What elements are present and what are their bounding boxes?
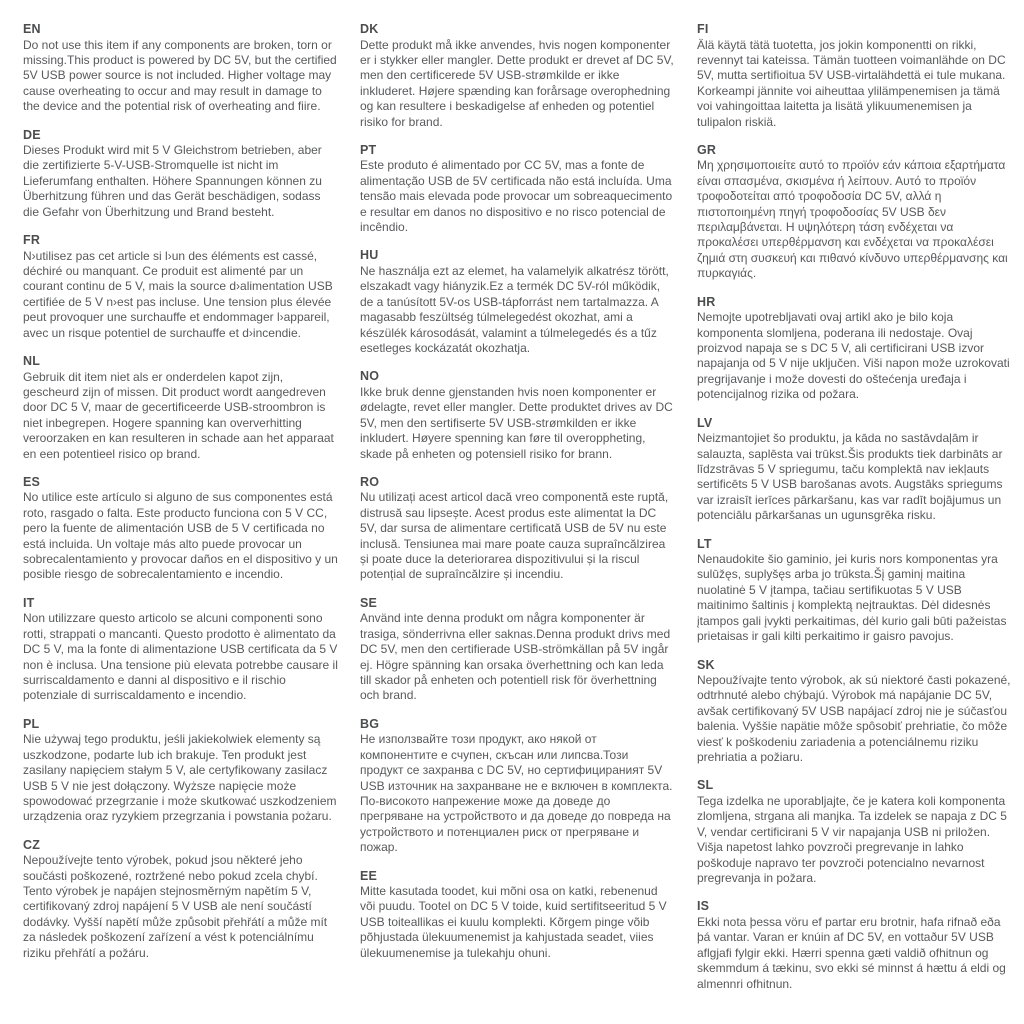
section-hr <box>697 295 1012 403</box>
language-code-bg: BG <box>360 716 380 731</box>
section-ro <box>360 475 675 583</box>
language-code-se: SE <box>360 595 378 610</box>
language-code-cz: CZ <box>23 837 41 852</box>
section-nl <box>23 354 338 462</box>
warning-text-sk: Nepoužívajte tento výrobok, ak sú niektoré časti pokazené, odtrhnuté alebo chýbajú. Výrobok má napájanie DC 5V, avšak certifikovaný 5V USB napájací zdroj nie je súčasťou balenia. Vyššie napätie môže spôsobiť prehriatie, čo môže viesť k poškodeniu zariadenia a potenciálnemu riziku prehriatia a požiaru. <box>697 673 1011 765</box>
warning-text-hu: Ne használja ezt az elemet, ha valamelyik alkatrész törött, elszakadt vagy hiányzik.Ez a termék DC 5V-ról működik, de a tanúsított 5V-os USB-tápforrást nem tartalmazza. A magasabb feszültség túlmelegedést okozhat, ami a készülék károsodását, valamint a túlmelegedés és a tűz esetleges kockázatát okozhatja. <box>360 263 669 355</box>
warning-text-cz: Nepoužívejte tento výrobek, pokud jsou některé jeho součásti poškozené, roztržené nebo pokud zcela chybí. Tento výrobek je napájen stejnosměrným napětím 5 V, certifikovaný zdroj napájení 5 V USB ale není součástí dodávky. Vyšší napětí může způsobit přehřátí a může mít za následek poškození zařízení a vést k potenciálnímu riziku přehřátí a požáru. <box>23 853 328 960</box>
section-pl <box>23 717 338 825</box>
language-code-lv: LV <box>697 415 713 430</box>
language-code-hu: HU <box>360 248 379 263</box>
section-pt <box>360 143 675 236</box>
language-code-sk: SK <box>697 657 715 672</box>
section-is <box>697 899 1012 992</box>
section-bg <box>360 717 675 856</box>
language-code-ee: EE <box>360 868 378 883</box>
section-cz <box>23 838 338 961</box>
warning-text-is: Ekki nota þessa vöru ef partar eru brotnir, hafa rifnað eða þá vantar. Varan er knúin af DC 5V, en vottaður 5V USB aflgjafi fylgir ekki. Hærri spenna gæti valdið ofhitnun og skemmdum á tækinu, svo ekki sé minnst á hættu á eldi og almennri ofhitnun. <box>697 914 1006 991</box>
section-sl <box>697 778 1012 886</box>
section-no <box>360 369 675 462</box>
section-lv <box>697 416 1012 524</box>
language-code-gr: GR <box>697 142 717 157</box>
warning-text-hr: Nemojte upotrebljavati ovaj artikl ako je bilo koja komponenta slomljena, poderana ili nedostaje. Ovaj proizvod napaja se s DC 5 V, ali certificirani USB izvor napajanja od 5 V nije uključen. Viši napon može uzrokovati pregrijavanje i može dovesti do oštećenja uređaja i potencijalnog rizika od požara. <box>697 310 1010 402</box>
warning-text-fr: N›utilisez pas cet article si l›un des éléments est cassé, déchiré ou manquant. Ce produit est alimenté par un courant continu de 5 V, mais la source d›alimentation USB certifiée de 5 V n›est pas incluse. Une tension plus élevée peut provoquer une surchauffe et endommager l›appareil, avec un risque potentiel de surchauffe et d›incendie. <box>23 248 333 340</box>
warning-text-pt: Este produto é alimentado por CC 5V, mas a fonte de alimentação USB de 5V certificada não está incluída. Uma tensão mais elevada pode provocar um sobreaquecimento e resultar em danos no dispositivo e no risco potencial de incêndio. <box>360 158 673 235</box>
language-code-dk: DK <box>360 22 379 36</box>
warning-text-gr: Μη χρησιμοποιείτε αυτό το προϊόν εάν κάποια εξαρτήματα είναι σπασμένα, σκισμένα ή λείπουν. Αυτό το προϊόν τροφοδοτείται από τροφοδοσία DC 5V, αλλά η πιστοποιημένη πηγή τροφοδοσίας 5V USB δεν περιλαμβάνεται. Η υψηλότερη τάση ενδέχεται να προκαλέσει υπερθέρμανση και ενδέχεται να προκαλέσει ζημιά στη συσκευή και πιθανό κίνδυνο υπερθέρμανσης και πυρκαγιάς. <box>697 158 1008 281</box>
language-code-en: EN <box>23 22 41 36</box>
warning-text-se: Använd inte denna produkt om några komponenter är trasiga, sönderrivna eller saknas.Denna produkt drivs med DC 5V, men den certifierade USB-strömkällan på 5V ingår ej. Högre spänning kan orsaka överhettning och kan leda till skador på enheten och potentiell risk för överhettning och brand. <box>360 611 671 703</box>
warning-text-fi: Älä käytä tätä tuotetta, jos jokin komponentti on rikki, revennyt tai kateissa. Tämän tuotteen voimanlähde on DC 5V, mutta sertifioitua 5V USB-virtalähdettä ei tule mukana. Korkeampi jännite voi aiheuttaa ylilämpenemisen ja tämä voi vahingoittaa laitetta ja lisätä ylikuumenemisen ja tulipalon riskiä. <box>697 37 1006 129</box>
column-2 <box>360 22 675 1024</box>
language-code-de: DE <box>23 127 41 142</box>
section-en <box>23 22 338 115</box>
section-fi <box>697 22 1012 130</box>
section-gr <box>697 143 1012 282</box>
warning-text-nl: Gebruik dit item niet als er onderdelen kapot zijn, gescheurd zijn of missen. Dit product wordt aangedreven door DC 5 V, maar de gecertificeerde USB-stroombron is niet inbegrepen. Hogere spanning kan oververhitting veroorzaken en kan resulteren in schade aan het apparaat en een potentieel risico op brand. <box>23 369 334 461</box>
warning-text-ee: Mitte kasutada toodet, kui mõni osa on katki, rebenenud või puudu. Tootel on DC 5 V toide, kuid sertifitseeritud 5 V USB toiteallikas ei kuulu komplekti. Kõrgem pinge võib põhjustada ülekuumenemist ja kahjustada seadet, viies ülekuumenemise ja tulekahju ohuni. <box>360 884 667 960</box>
section-lt <box>697 537 1012 645</box>
language-code-es: ES <box>23 474 41 489</box>
language-code-it: IT <box>23 595 35 610</box>
section-it <box>23 596 338 704</box>
warning-text-bg: Не използвайте този продукт, ако някой от компонентите е счупен, скъсан или липсва.Този продукт се захранва с DC 5V, но сертифицираният 5V USB източник на захранване не е включен в комплекта. По-високото напрежение може да доведе до прегряване на устройството и да доведе до повреда на устройството и потенциален риск от прегряване и пожар. <box>360 732 673 855</box>
warning-text-de: Dieses Produkt wird mit 5 V Gleichstrom betrieben, aber die zertifizierte 5-V-USB-Stromquelle ist nicht im Lieferumfang enthalten. Höhere Spannungen können zu Überhitzung führen und das Gerät beschädigen, sodass die Gefahr von Überhitzung und Brand besteht. <box>23 143 322 219</box>
language-code-is: IS <box>697 899 710 914</box>
language-code-nl: NL <box>23 354 41 368</box>
section-dk <box>360 22 675 130</box>
language-code-pt: PT <box>360 142 377 157</box>
language-code-fr: FR <box>23 233 41 248</box>
language-code-no: NO <box>360 369 380 384</box>
language-code-lt: LT <box>697 536 712 551</box>
warning-text-dk: Dette produkt må ikke anvendes, hvis nogen komponenter er i stykker eller mangler. Dette produkt er drevet af DC 5V, men den certificerede 5V USB-strømkilde er ikke inkluderet. Højere spænding kan forårsage overophedning og kan resultere i beskadigelse af enheden og potentiel risiko for brand. <box>360 37 674 129</box>
warning-text-en: Do not use this item if any components are broken, torn or missing.This product is powered by DC 5V, but the certified 5V USB power source is not included. Higher voltage may cause overheating to occur and may result in damage to the device and the potential risk of overheating and fiire. <box>23 37 337 114</box>
section-sk <box>697 658 1012 766</box>
warning-text-no: Ikke bruk denne gjenstanden hvis noen komponenter er ødelagte, revet eller mangler. Dette produktet drives av DC 5V, men den sertifiserte 5V USB-strømkilden er ikke inkludert. Høyere spenning kan føre til overoppheting, skade på enheten og potensiell risiko for brann. <box>360 384 673 461</box>
warning-text-lt: Nenaudokite šio gaminio, jei kuris nors komponentas yra sulūžęs, suplyšęs arba jo trūksta.Šį gaminį maitina nuolatinė 5 V įtampa, tačiau sertifikuotas 5 V USB maitinimo šaltinis į komplektą neįtrauktas. Dėl didesnės įtampos gali įvykti perkaitimas, dėl kurio gali būti pažeistas prietaisas ir gali kilti perkaitimo ir gaisro pavojus. <box>697 552 1007 644</box>
column-1 <box>23 22 338 1024</box>
section-de <box>23 128 338 221</box>
section-hu <box>360 248 675 356</box>
section-ee <box>360 869 675 962</box>
language-code-hr: HR <box>697 294 716 309</box>
language-code-ro: RO <box>360 474 380 489</box>
warning-text-pl: Nie używaj tego produktu, jeśli jakiekolwiek elementy są uszkodzone, podarte lub ich brakuje. Ten produkt jest zasilany napięciem stałym 5 V, ale certyfikowany zasilacz USB 5 V nie jest dołączony. Wyższe napięcie może spowodować przegrzanie i może skutkować uszkodzeniem urządzenia oraz ryzykiem przegrzania i powstania pożaru. <box>23 732 337 824</box>
warning-text-it: Non utilizzare questo articolo se alcuni componenti sono rotti, strappati o mancanti. Questo prodotto è alimentato da DC 5 V, ma la fonte di alimentazione USB certificata da 5 V non è inclusa. Una tensione più elevata potrebbe causare il surriscaldamento e danni al dispositivo e il rischio potenziale di surriscaldamento e incendio. <box>23 611 338 703</box>
section-fr <box>23 233 338 341</box>
section-es <box>23 475 338 583</box>
warning-text-sl: Tega izdelka ne uporabljajte, če je katera koli komponenta zlomljena, strgana ali manjka. Ta izdelek se napaja z DC 5 V, vendar certificirani 5 V vir napajanja USB ni priložen. Višja napetost lahko povzroči pregrevanje in lahko poškoduje napravo ter povzroči potencialno nevarnost pregrevanja in požara. <box>697 793 1007 885</box>
section-se <box>360 596 675 704</box>
language-code-fi: FI <box>697 22 709 36</box>
warning-text-ro: Nu utilizați acest articol dacă vreo componentă este ruptă, distrusă sau lipsește. Acest produs este alimentat la DC 5V, dar sursa de alimentare certificată USB de 5V nu este inclusă. Tensiunea mai mare poate cauza supraîncălzirea și poate duce la deteriorarea dispozitivului și la riscul potențial de supraîncălzire și incendiu. <box>360 490 669 582</box>
language-code-sl: SL <box>697 778 714 793</box>
column-3 <box>697 22 1012 1024</box>
warning-text-es: No utilice este artículo si alguno de sus componentes está roto, rasgado o falta. Este producto funciona con 5 V CC, pero la fuente de alimentación USB de 5 V certificada no está incluida. Un voltaje más alto puede provocar un sobrecalentamiento y provocar daños en el dispositivo y un posible riesgo de sobrecalentamiento e incendio. <box>23 490 338 582</box>
warning-text-lv: Neizmantojiet šo produktu, ja kāda no sastāvdaļām ir salauzta, saplēsta vai trūkst.Šis produkts tiek darbināts ar līdzstrāvas 5 V spriegumu, taču komplektā nav iekļauts sertificēts 5 V USB barošanas avots. Augstāks spriegums var izraisīt ierīces pārkaršanu, kas var radīt bojājumus un potenciālu pārkaršanas un ugunsgrēka risku. <box>697 431 1003 523</box>
language-code-pl: PL <box>23 716 40 731</box>
